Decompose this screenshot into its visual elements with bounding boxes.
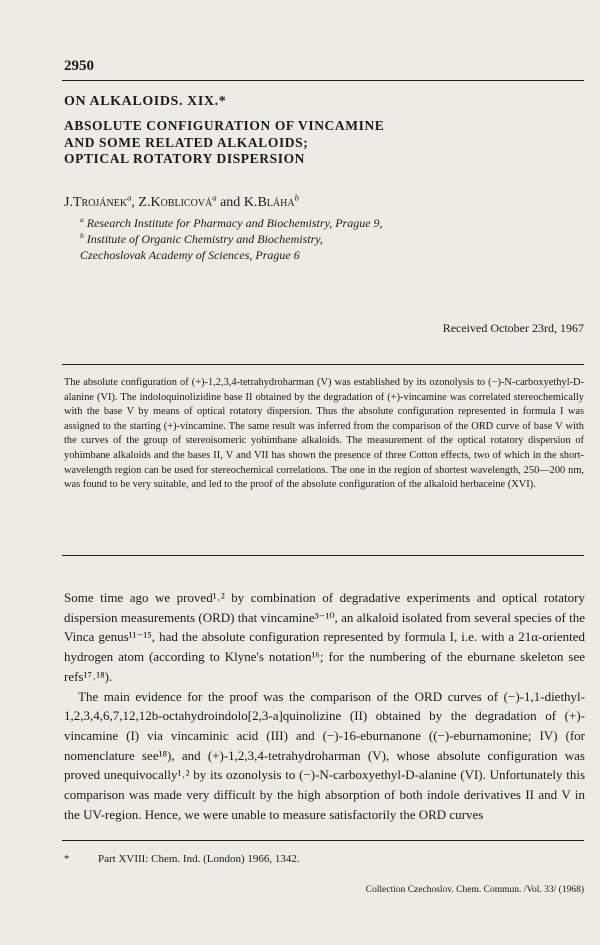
page-number: 2950 [64, 58, 94, 74]
header-rule [62, 80, 584, 81]
affiliation-line [80, 215, 383, 231]
author-list: J.Trojánek$^a$, Z.Koblicová$^a$ and K.Bláha$^b$ [64, 192, 299, 210]
affiliation-line [80, 247, 383, 263]
affiliation-text: Research Institute for Pharmacy and Biochemistry, Prague 9, [86, 216, 383, 230]
article-title [64, 118, 544, 168]
title-line: AND SOME RELATED ALKALOIDS; [64, 134, 309, 150]
author-affil-sup: b [294, 192, 299, 203]
affiliation-sup: b [80, 231, 84, 240]
journal-footer: Collection Czechoslov. Chem. Commun. /Vol. 33/ (1968) [365, 885, 584, 895]
author-affil-sup: a [212, 192, 217, 203]
footnote-text: Part XVIII: Chem. Ind. (London) 1966, 1342. [98, 853, 300, 865]
author-initial: Z. [138, 195, 151, 210]
abstract-top-rule [62, 364, 584, 365]
body-text [64, 588, 585, 824]
author-name: Koblicová [150, 195, 213, 210]
title-block [64, 94, 544, 168]
abstract: The absolute configuration of (+)-1,2,3,4-tetrahydroharman (V) was established by its ozonolysis to (−)-N-carboxyethyl-D-alanine (VI). The indoloquinolizidine base II obtained by the degradation of (+)-vincamine was correlated stereochemically with the base V by means of optical rotatory dispersion. Thus the absolute configuration represented in formula I was assigned to the starting (+)-vincamine. The same result was inferred from the comparison of the ORD curve of base V with the curves of the group of stereoisomeric yohimbane alkaloids. The measurement of the optical rotatory dispersion of yohimbane alkaloids and the bases II, V and VII has shown the presence of three Cotton effects, two of which in the short-wavelength region can be used for stereochemical correlations. The one in the region of shortest wavelength, 250—200 nm, was found to be very suitable, and led to the proof of the absolute configuration of the alkaloid herbaceine (XVI). [64, 377, 584, 491]
affiliation-line [80, 231, 383, 247]
affiliation-sup: a [80, 215, 84, 224]
affiliations [80, 215, 383, 263]
series-title: ON ALKALOIDS. XIX.* [64, 94, 227, 109]
author-affil-sup: a [127, 192, 132, 203]
affiliation-text: Institute of Organic Chemistry and Biochemistry, [86, 232, 323, 246]
title-line: ABSOLUTE CONFIGURATION OF VINCAMINE [64, 118, 385, 133]
body-paragraph: Some time ago we proved¹˒² by combination of degradative experiments and optical rotatory dispersion measurements (ORD) that vincamine³⁻¹⁰, an alkaloid isolated from several species of the Vinca genus¹¹⁻¹⁵, had the absolute configuration represented by formula I, i.e. with a 21α-oriented hydrogen atom (according to Klyne's notation¹⁶; for the numbering of the eburnane skeleton see refs¹⁷˒¹⁸). [64, 590, 585, 684]
author-initial: J. [64, 195, 73, 210]
author-conjunction: and [220, 195, 241, 210]
body-paragraph: The main evidence for the proof was the comparison of the ORD curves of (−)-1,1-diethyl-1,2,3,4,6,7,12,12b-octahydroindolo[2,3-a]quinolizine (II) obtained by the degradation of (+)-vincamine (I) via vincaminic acid (III) and (−)-16-eburnanone ((−)-eburnamonine; IV) (for nomenclature see¹⁸), and (+)-1,2,3,4-tetrahydroharman (V), whose absolute configuration was proved unequivocally¹˒² by its ozonolysis to (−)-N-carboxyethyl-D-alanine (VI). Unfortunately this comparison was made very difficult by the high absorption of both indole derivatives II and V in the UV-region. Hence, we were unable to measure satisfactorily the ORD curves [64, 688, 585, 822]
footnote-rule [62, 840, 584, 841]
author-name: Trojánek [72, 195, 128, 210]
affiliation-text: Czechoslovak Academy of Sciences, Prague 6 [80, 248, 300, 262]
footnote [64, 853, 300, 865]
received-date: Received October 23rd, 1967 [442, 321, 584, 335]
title-line: OPTICAL ROTATORY DISPERSION [64, 151, 306, 166]
author-initial: K. [243, 195, 258, 210]
author-name: Bláha [257, 195, 295, 210]
abstract-bottom-rule [62, 555, 584, 556]
footnote-mark: * [64, 853, 70, 865]
